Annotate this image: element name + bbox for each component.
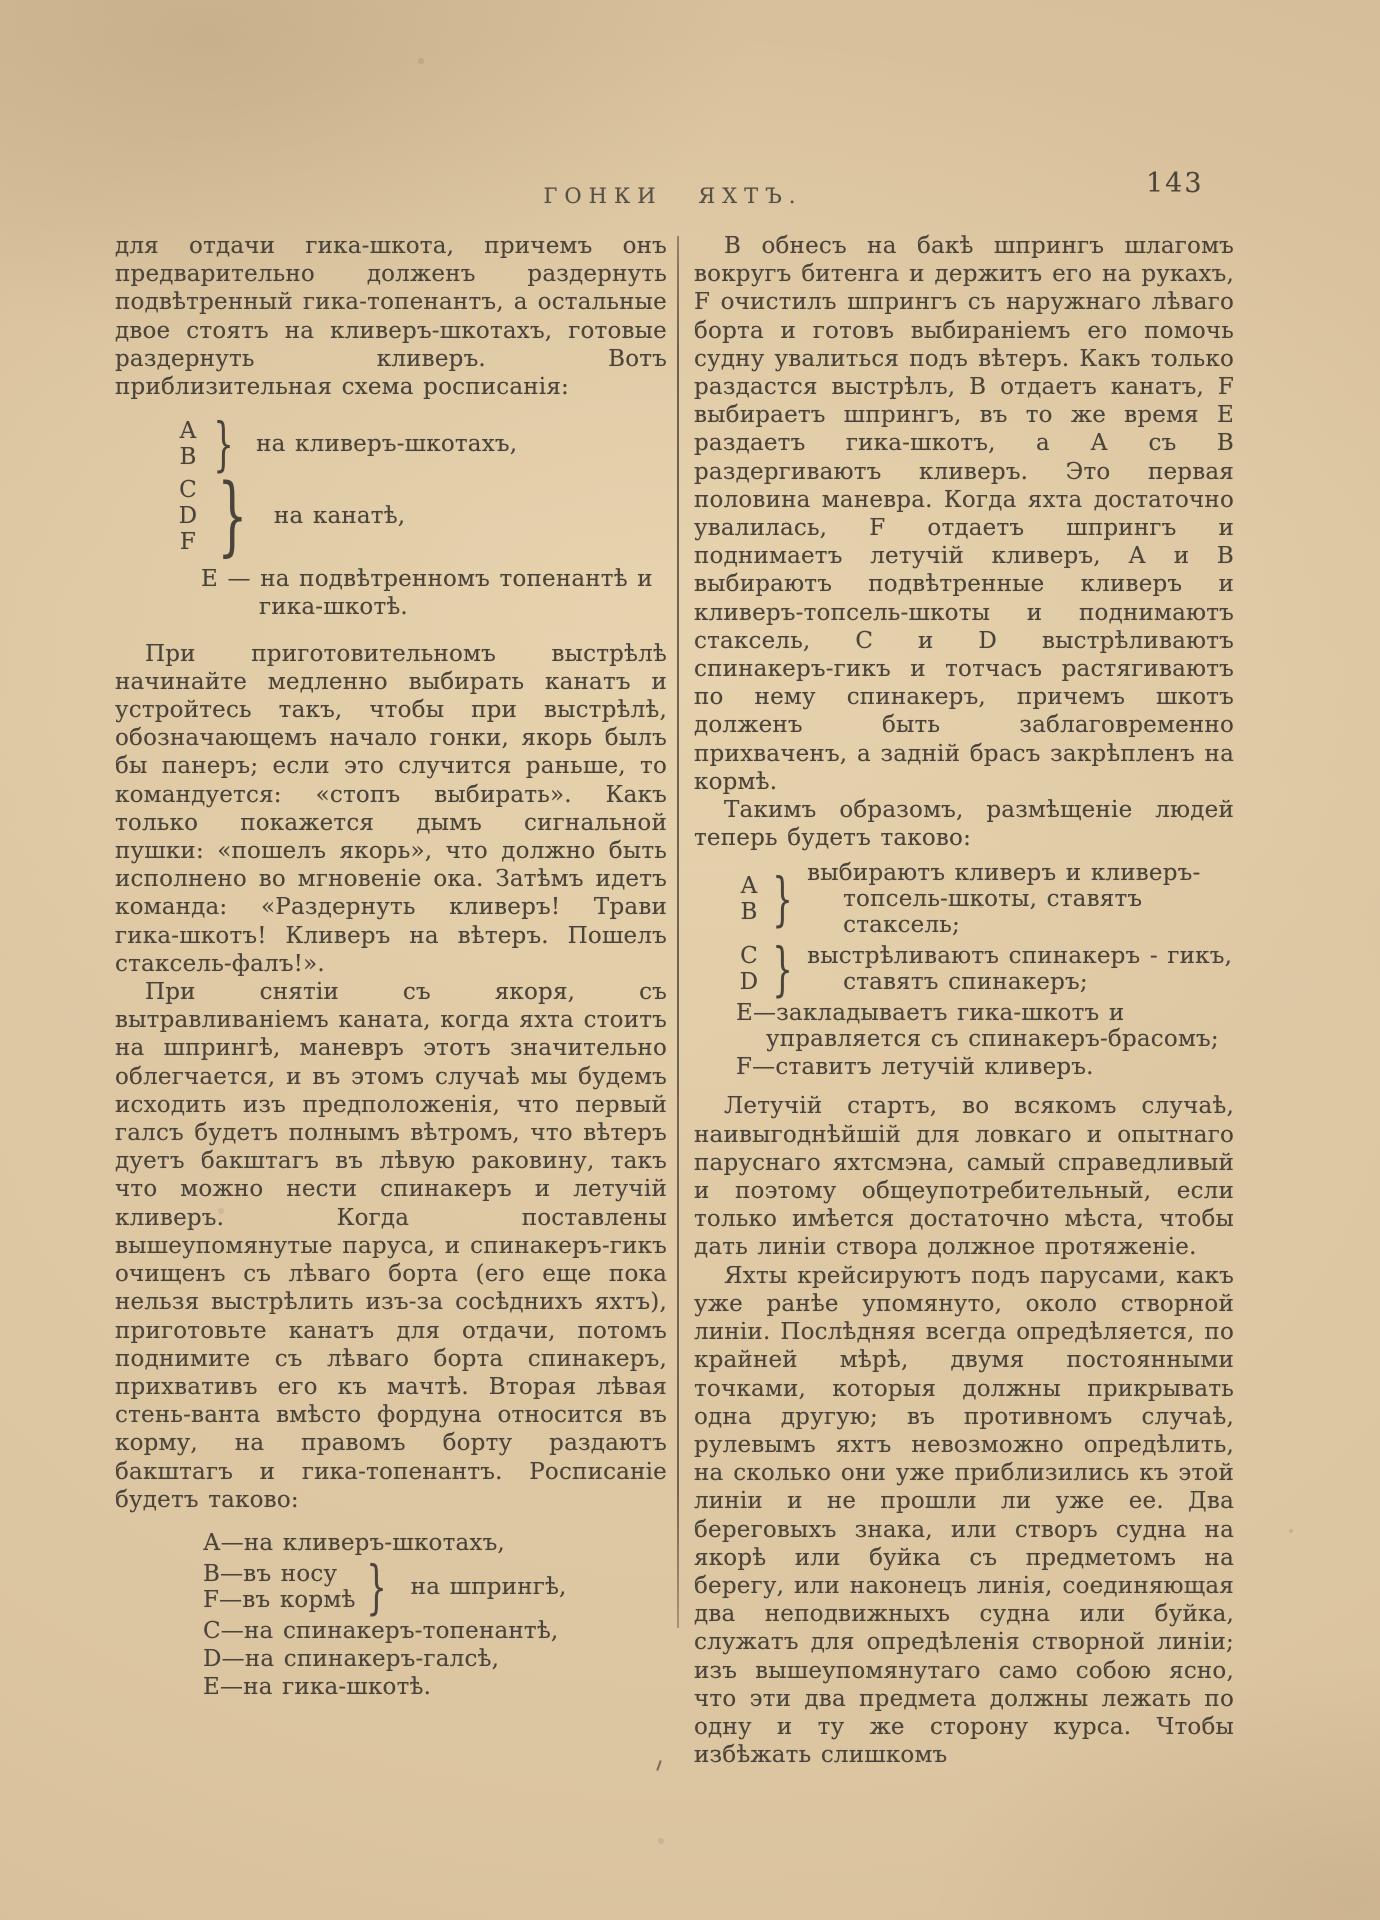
schema-group-label: на канатѣ,: [273, 503, 406, 530]
crew-letter: А: [740, 873, 758, 900]
crew-letter: В: [740, 899, 758, 926]
page-number: 143: [1146, 168, 1204, 199]
crew-assignments-list: [736, 860, 1234, 1080]
roster-group-spring: [203, 1558, 667, 1616]
column-divider: [677, 236, 679, 1628]
crew-letter: B: [179, 444, 197, 471]
running-title: ГОНКИ ЯХТЪ.: [543, 184, 803, 208]
assignment-item-f: F—ставитъ летучій кливеръ.: [736, 1054, 1094, 1081]
crew-letters: [173, 477, 203, 555]
crew-letters: [736, 873, 762, 925]
paragraph-flying-start: Летучій стартъ, во всякомъ случаѣ, наивыгоднѣйшій для ловкаго и опытнаго паруснаго яхтсмэна, самый справедливый и поэтому общеупотребительный, если только имѣется достаточно мѣста, чтобы дать линіи створа должное протяженіе.: [694, 1093, 1234, 1261]
paragraph-intro: для отдачи гика-шкота, причемъ онъ предварительно долженъ раздернуть подвѣтренный гика-топенантъ, а остальные двое стоятъ на кливеръ-шкотахъ, готовые раздернуть кливеръ. Вотъ приблизительная схема росписанія:: [115, 233, 667, 401]
paragraph-preparatory-shot: При приготовительномъ выстрѣлѣ начинайте медленно выбирать канатъ и устройтесь такъ, чтобы при выстрѣлѣ, обозначающемъ начало гонки, якорь былъ бы панеръ; если это случится раньше, то командуется: «стопъ выбирать». Какъ только покажется дымъ сигнальной пушки: «пошелъ якорь», что должно быть исполнено во мгновеніе ока. Затѣмъ идетъ команда: «Раздернуть кливеръ! Трави гика-шкотъ! Кливеръ на вѣтеръ. Пошелъ стаксель-фалъ!».: [115, 640, 667, 977]
brace-icon: [217, 473, 247, 559]
schema-group-jib: [173, 415, 667, 473]
assignment-label: выстрѣливаютъ спинакеръ - гикъ, ставятъ спинакеръ;: [807, 943, 1233, 996]
paragraph-cruising: Яхты крейсируютъ подъ парусами, какъ уже ранѣе упомянуто, около створной линіи. Послѣдняя всегда опредѣляется, по крайней мѣрѣ, двумя постоянными точками, которыя должны прикрывать одна другую; въ противномъ случаѣ, рулевымъ яхтъ невозможно опредѣлить, на сколько они уже приблизились къ этой линіи и не прошли ли уже ее. Два береговыхъ знака, или створъ судна на якорѣ или буйка съ предметомъ на берегу, или наконецъ линія, соединяющая два неподвижныхъ судна или буйка, служатъ для опредѣленія створной линіи; изъ вышеупомянутаго само собою ясно, что эти два предмета должны лежать по одну и ту же сторону курса. Чтобы избѣжать слишкомъ: [694, 1262, 1234, 1769]
roster-row: F—въ кормѣ: [203, 1586, 356, 1613]
paragraph-maneuver: В обнесъ на бакѣ шпрингъ шлагомъ вокругъ битенга и держитъ его на рукахъ, F очистилъ шпрингъ съ наружнаго лѣваго борта и готовъ выбираніемъ его помочь судну увалиться подъ вѣтеръ. Какъ только раздастся выстрѣлъ, В отдаетъ канатъ, F выбираетъ шпрингъ, въ то же время Е раздаетъ гика-шкотъ, а А съ В раздергиваютъ кливеръ. Это первая половина маневра. Когда яхта достаточно увалилась, F отдаетъ шпрингъ и поднимаетъ летучій кливеръ, А и В выбираютъ подвѣтренные кливеръ и кливеръ-топсель-шкоты и поднимаютъ стаксель, С и D выстрѣливаютъ спинакеръ-гикъ и тотчасъ растягиваютъ по нему спинакеръ, причемъ шкотъ долженъ быть заблаговременно прихваченъ, а задній брасъ закрѣпленъ на кормѣ.: [694, 233, 1234, 795]
roster-group-label: на шпрингѣ,: [410, 1573, 567, 1600]
crew-letter: A: [179, 418, 197, 445]
roster-brace-rows: [203, 1561, 356, 1613]
left-column: [115, 232, 667, 1700]
brace-icon: [772, 940, 792, 998]
assignment-group-ab: [736, 860, 1234, 938]
assignment-group-cd: [736, 940, 1234, 998]
roster-row: В—въ носу: [203, 1560, 338, 1587]
crew-roster-list: [203, 1530, 667, 1700]
crew-letters: [173, 418, 203, 470]
crew-letter: F: [179, 529, 197, 556]
schema-group-label: на кливеръ-шкотахъ,: [256, 431, 518, 458]
schema-group-cable: [173, 473, 667, 559]
roster-item-d: D—на спинакеръ-галсѣ,: [203, 1645, 500, 1672]
schema-item-e: Е — на подвѣтренномъ топенантѣ и гика-шкотѣ.: [201, 566, 653, 621]
roster-item-c: С—на спинакеръ-топенантѣ,: [203, 1617, 559, 1644]
brace-icon: [213, 415, 233, 473]
roster-item-e: Е—на гика-шкотѣ.: [203, 1673, 432, 1700]
crew-letter: D: [178, 503, 198, 530]
brace-icon: [366, 1558, 386, 1616]
crew-letters: [736, 943, 762, 995]
brace-icon: [772, 870, 792, 928]
assignment-label: выбираютъ кливеръ и кливеръ-топсель-шкоты, ставятъ стаксель;: [807, 860, 1201, 939]
crew-schema-list: [173, 415, 667, 621]
right-column: [694, 232, 1234, 1769]
stray-ink-mark: [656, 1760, 662, 1771]
crew-letter: C: [179, 477, 197, 504]
crew-letter: D: [739, 969, 759, 996]
assignment-item-e: Е—закладываетъ гика-шкотъ и управляется съ спинакеръ-брасомъ;: [736, 1000, 1219, 1053]
paragraph-thus: Такимъ образомъ, размѣщеніе людей теперь будетъ таково:: [694, 797, 1234, 852]
paragraph-anchor-departure: При снятіи съ якоря, съ вытравливаніемъ каната, когда яхта стоитъ на шпрингѣ, маневръ этотъ значительно облегчается, и въ этомъ случаѣ мы будемъ исходить изъ предположенія, что первый галсъ будетъ полнымъ вѣтромъ, что вѣтеръ дуетъ бакштагъ въ лѣвую раковину, такъ что можно нести спинакеръ и летучій кливеръ. Когда поставлены вышеупомянутые паруса, и спинакеръ-гикъ очищенъ съ лѣваго борта (его еще пока нельзя выстрѣлить изъ-за сосѣднихъ яхтъ), приготовьте канатъ для отдачи, потомъ поднимите съ лѣваго борта спинакеръ, прихвативъ его къ мачтѣ. Вторая лѣвая стень-ванта вмѣсто фордуна относится въ корму, на правомъ борту раздаютъ бакштагъ и гика-топенантъ. Росписаніе будетъ таково:: [115, 979, 667, 1513]
roster-item-a: А—на кливеръ-шкотахъ,: [203, 1529, 505, 1556]
crew-letter: С: [740, 943, 758, 970]
